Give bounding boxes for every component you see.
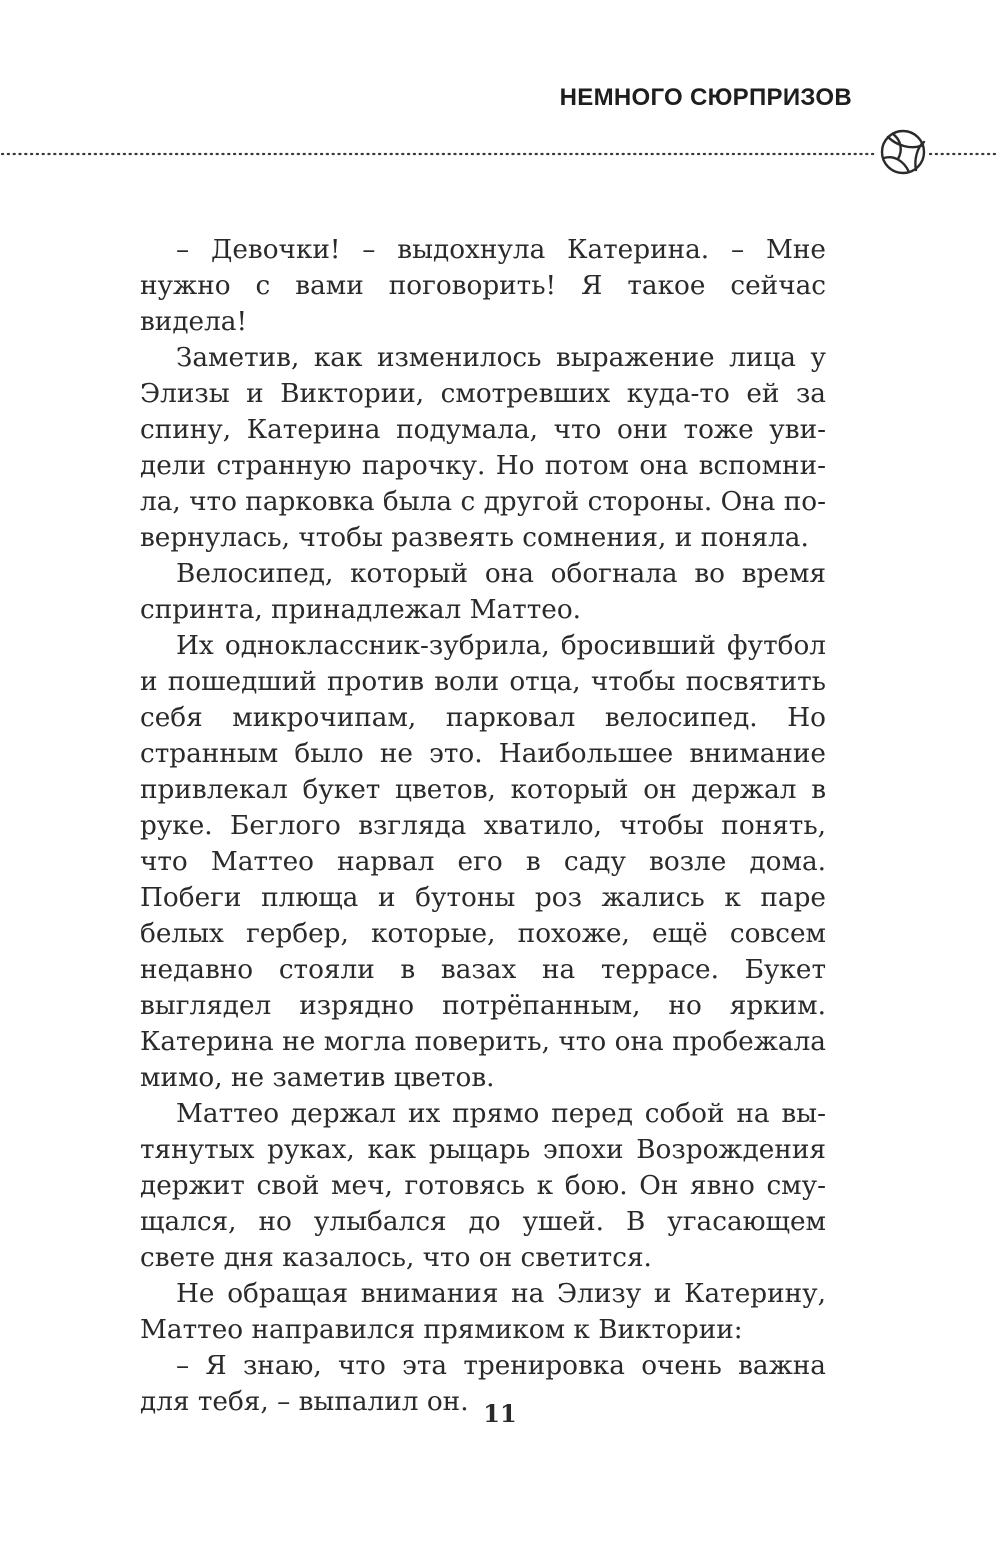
paragraph: Маттео держал их прямо перед собой на вытянутых руках, как рыцарь эпохи Возрождения держит свой меч, готовясь к бою. Он явно смущался, но улыбался до ушей. В угасающем свете дня казалось, что он светится. [140, 1099, 826, 1273]
body-text [140, 232, 826, 1420]
paragraph: – Девочки! – выдохнула Катерина. – Мне нужно с вами поговорить! Я такое сейчас видела! [140, 235, 826, 337]
running-head-title: НЕМНОГО СЮРПРИЗОВ [559, 84, 852, 111]
volleyball-icon [882, 131, 924, 173]
header-dotted-rule [0, 128, 1000, 178]
paragraph: Велосипед, который она обогнала во время спринта, принадлежал Маттео. [140, 559, 826, 625]
page-number: 11 [483, 1399, 517, 1428]
paragraph: Не обращая внимания на Элизу и Катерину, Маттео направился прямиком к Виктории: [140, 1279, 826, 1345]
paragraph: – Я знаю, что эта тренировка очень важна для тебя, – выпалил он. [140, 1351, 826, 1417]
paragraph: Их одноклассник-зубрила, бросивший футбол и пошедший против воли отца, чтобы посвятить себя микрочипам, парковал велосипед. Но странным было не это. Наибольшее внимание привлекал букет цветов, который он держал в руке. Беглого взгляда хватило, чтобы понять, что Маттео нарвал его в саду возле дома. Побеги плюща и бутоны роз жались к паре белых гербер, которые, похоже, ещё совсем недавно стояли в вазах на террасе. Букет выглядел изрядно потрёпанным, но ярким. Катерина не могла поверить, что она пробежала мимо, не заметив цветов. [140, 631, 826, 1093]
paragraph: Заметив, как изменилось выражение лица у Элизы и Виктории, смотревших куда-то ей за спину, Катерина подумала, что они тоже увидели странную парочку. Но потом она вспомнила, что парковка была с другой стороны. Она повернулась, чтобы развеять сомнения, и поняла. [140, 343, 826, 553]
